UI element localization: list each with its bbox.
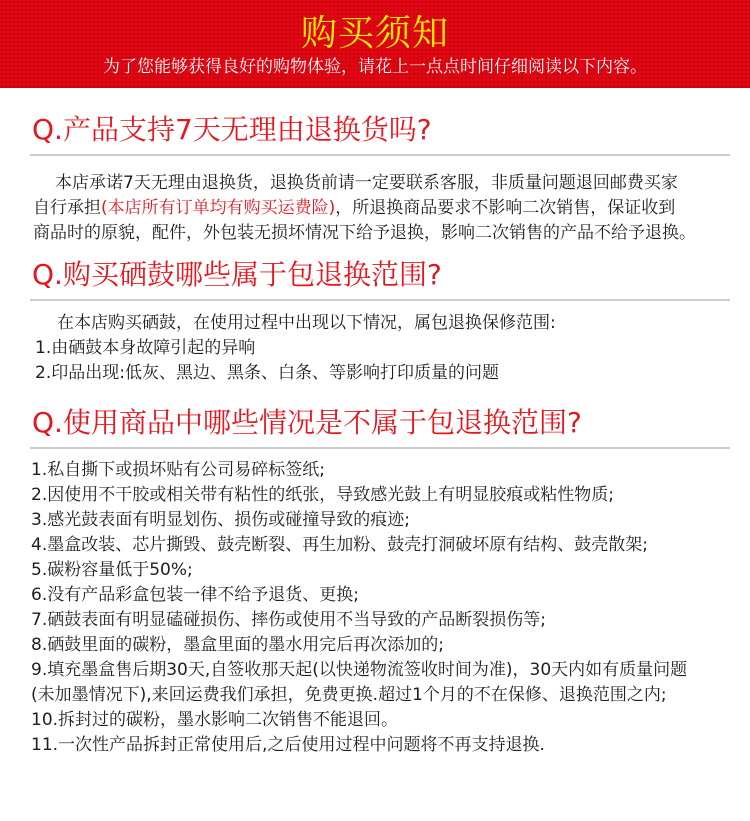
list-item: 1.私自撕下或损坏贴有公司易碎标签纸; (31, 460, 325, 480)
covered-cases-list (0, 311, 750, 386)
section-heading-excluded-cases: Q.使用商品中哪些情况是不属于包退换范围? (32, 406, 582, 439)
list-item: 3.感光鼓表面有明显划伤、损伤或碰撞导致的痕迹; (31, 510, 410, 530)
header-banner (0, 0, 750, 88)
section-divider (30, 447, 730, 449)
return-policy-paragraph (0, 171, 750, 246)
list-item: 1.由硒鼓本身故障引起的异响 (35, 338, 256, 358)
list-item: 10.拆封过的碳粉，墨水影响二次销售不能退回。 (31, 710, 399, 730)
paragraph-text: 自行承担 (33, 198, 101, 218)
list-item: 2.因使用不干胶或相关带有粘性的纸张，导致感光鼓上有明显胶痕或粘性物质; (31, 485, 614, 505)
list-item: 4.墨盒改装、芯片撕毁、鼓壳断裂、再生加粉、鼓壳打洞破坏原有结构、鼓壳散架; (31, 535, 648, 555)
paragraph-line: 本店承诺7天无理由退换货，退换货前请一定要联系客服，非质量问题退回邮费买家 (55, 173, 678, 193)
excluded-cases-list (0, 458, 750, 758)
list-item: 11.一次性产品拆封正常使用后,之后使用过程中问题将不再支持退换. (31, 735, 545, 755)
list-item: 7.硒鼓表面有明显磕碰损伤、摔伤或使用不当导致的产品断裂损伤等; (31, 610, 546, 630)
paragraph-text: ，所退换商品要求不影响二次销售，保证收到 (335, 198, 676, 218)
list-item: 2.印品出现:低灰、黑边、黑条、白条、等影响打印质量的问题 (35, 363, 499, 383)
list-item: 9.填充墨盒售后期30天,自签收那天起(以快递物流签收时间为准)，30天内如有质量问题 (31, 660, 688, 680)
shipping-insurance-note: (本店所有订单均有购买运费险) (101, 198, 336, 218)
paragraph-line (0, 196, 750, 221)
page-subtitle: 为了您能够获得良好的购物体验，请花上一点点时间仔细阅读以下内容。 (103, 57, 647, 77)
list-item-continuation: (未加墨情况下),来回运费我们承担，免费更换.超过1个月的不在保修、退换范围之内; (31, 685, 667, 705)
list-item: 5.碳粉容量低于50%; (31, 560, 193, 580)
section-heading-covered-cases: Q.购买硒鼓哪些属于包退换范围? (32, 258, 442, 291)
list-intro: 在本店购买硒鼓，在使用过程中出现以下情况，属包退换保修范围: (57, 313, 556, 333)
section-heading-return-policy: Q.产品支持7天无理由退换货吗? (32, 113, 432, 146)
list-item: 6.没有产品彩盒包装一律不给予退货、更换; (31, 585, 359, 605)
section-divider (30, 299, 730, 301)
page-title: 购买须知 (300, 13, 449, 54)
list-item: 8.硒鼓里面的碳粉，墨盒里面的墨水用完后再次添加的; (31, 635, 444, 655)
section-divider (30, 154, 730, 156)
paragraph-line: 商品时的原貌，配件，外包装无损坏情况下给予退换，影响二次销售的产品不给予退换。 (33, 223, 696, 243)
